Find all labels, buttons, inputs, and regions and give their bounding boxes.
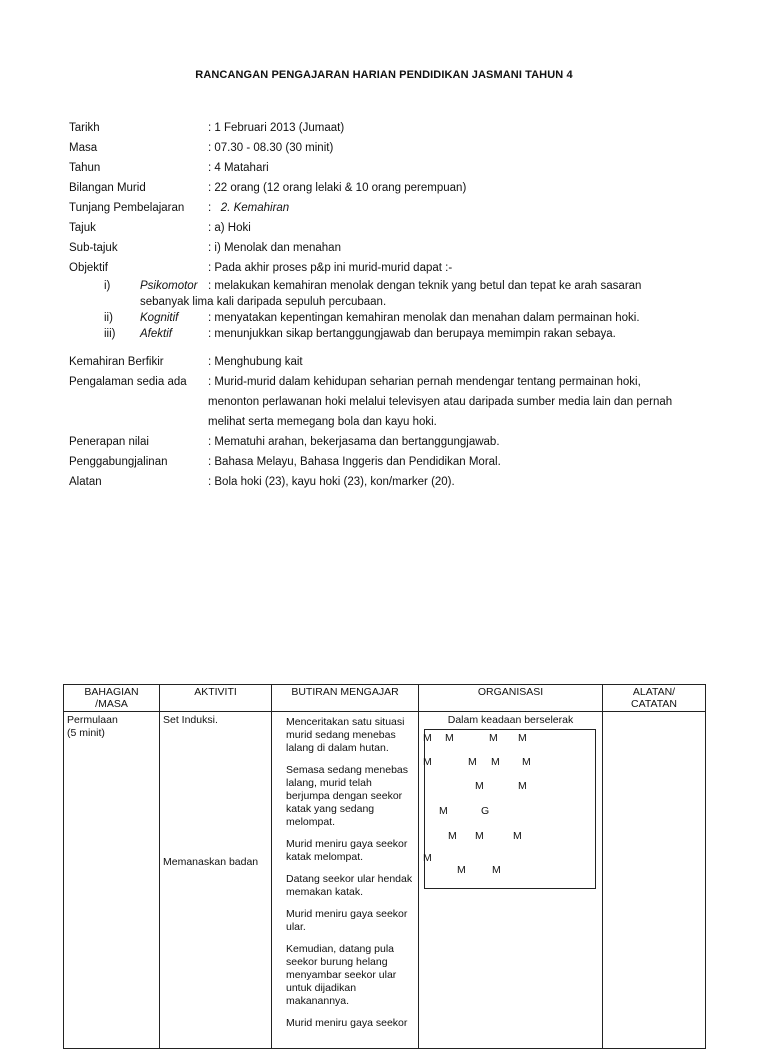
objective-number: iii) bbox=[104, 328, 116, 340]
pupil-marker: M bbox=[491, 756, 500, 768]
objective-item bbox=[69, 278, 709, 294]
cell-bahagian bbox=[64, 712, 160, 1049]
spacer bbox=[69, 342, 709, 352]
info-row-masa bbox=[69, 138, 709, 158]
cell-butiran bbox=[272, 712, 419, 1049]
header-aktiviti: AKTIVITI bbox=[160, 685, 272, 712]
pupil-marker: M bbox=[423, 732, 432, 744]
info-row-penggabungjalinan bbox=[69, 452, 709, 472]
header-bahagian bbox=[64, 685, 160, 712]
info-row-penerapan bbox=[69, 432, 709, 452]
pupil-marker: M bbox=[423, 852, 432, 864]
pupil-marker: M bbox=[448, 830, 457, 842]
info-label: Tarikh bbox=[69, 122, 100, 134]
info-row-objektif bbox=[69, 258, 709, 278]
pupil-marker: M bbox=[489, 732, 498, 744]
objective-domain: Psikomotor bbox=[140, 280, 198, 292]
info-row-subtajuk bbox=[69, 238, 709, 258]
info-value: : Bahasa Melayu, Bahasa Inggeris dan Pendidikan Moral. bbox=[208, 456, 501, 468]
info-label: Tajuk bbox=[69, 222, 96, 234]
info-label: Alatan bbox=[69, 476, 102, 488]
info-value-line: melihat serta memegang bola dan kayu hoki. bbox=[208, 416, 437, 428]
info-label: Kemahiran Berfikir bbox=[69, 356, 164, 368]
table-row bbox=[64, 712, 706, 1049]
objective-domain: Kognitif bbox=[140, 312, 179, 324]
header-text: BAHAGIAN bbox=[84, 686, 139, 698]
header-butiran: BUTIRAN MENGAJAR bbox=[272, 685, 419, 712]
aktiviti-item: Set Induksi. bbox=[163, 714, 218, 726]
bahagian-masa: (5 minit) bbox=[67, 727, 105, 739]
header-text: CATATAN bbox=[631, 698, 677, 710]
info-row-alatan bbox=[69, 472, 709, 492]
organisasi-caption: Dalam keadaan berselerak bbox=[447, 714, 574, 726]
pupil-marker: M bbox=[475, 830, 484, 842]
butiran-paragraph: Murid meniru gaya seekor katak melompat. bbox=[286, 838, 408, 863]
info-value: : Bola hoki (23), kayu hoki (23), kon/marker (20). bbox=[208, 476, 455, 488]
info-label: Penerapan nilai bbox=[69, 436, 149, 448]
pupil-marker: M bbox=[423, 756, 432, 768]
table-header-row bbox=[64, 685, 706, 712]
info-row-kemahiran bbox=[69, 352, 709, 372]
info-row-bilangan-murid bbox=[69, 178, 709, 198]
organisasi-diagram bbox=[424, 729, 596, 889]
objective-domain: Afektif bbox=[140, 328, 172, 340]
tunjang-value: 2. Kemahiran bbox=[220, 202, 290, 214]
objective-number: i) bbox=[104, 280, 111, 292]
cell-aktiviti bbox=[160, 712, 272, 1049]
info-value: : i) Menolak dan menahan bbox=[208, 242, 341, 254]
info-label: Objektif bbox=[69, 262, 108, 274]
butiran-paragraph: Kemudian, datang pula seekor burung helang menyambar seekor ular untuk dijadikan makanannya. bbox=[286, 943, 397, 1007]
info-value: : Pada akhir proses p&p ini murid-murid dapat :- bbox=[208, 262, 453, 274]
header-organisasi: ORGANISASI bbox=[419, 685, 603, 712]
pupil-marker: M bbox=[475, 780, 484, 792]
info-label: Pengalaman sedia ada bbox=[69, 376, 187, 388]
objective-number: ii) bbox=[104, 312, 113, 324]
info-value bbox=[208, 198, 289, 218]
objective-desc-continued: sebanyak lima kali daripada sepuluh percubaan. bbox=[140, 296, 387, 308]
info-label: Bilangan Murid bbox=[69, 182, 146, 194]
info-value: : 4 Matahari bbox=[208, 162, 269, 174]
info-label: Tahun bbox=[69, 162, 101, 174]
pupil-marker: M bbox=[492, 864, 501, 876]
objective-desc: : menyatakan kepentingan kemahiran menolak dan menahan dalam permainan hoki. bbox=[208, 312, 640, 324]
page-title: RANCANGAN PENGAJARAN HARIAN PENDIDIKAN JASMANI TAHUN 4 bbox=[195, 69, 573, 81]
info-row-tunjang bbox=[69, 198, 709, 218]
pupil-marker: M bbox=[518, 732, 527, 744]
info-row-tahun bbox=[69, 158, 709, 178]
info-value-lines bbox=[208, 372, 709, 432]
cell-organisasi bbox=[419, 712, 603, 1049]
info-value-line: menonton perlawanan hoki melalui televisyen atau daripada sumber media lain dan pernah bbox=[208, 396, 673, 408]
butiran-paragraph: Murid meniru gaya seekor ular. bbox=[286, 908, 408, 933]
pupil-marker: M bbox=[439, 805, 448, 817]
butiran-paragraph: Murid meniru gaya seekor bbox=[286, 1017, 408, 1029]
info-label: Masa bbox=[69, 142, 98, 154]
info-value: : 22 orang (12 orang lelaki & 10 orang perempuan) bbox=[208, 182, 467, 194]
pupil-marker: M bbox=[522, 756, 531, 768]
butiran-paragraph: Datang seekor ular hendak memakan katak. bbox=[286, 873, 413, 898]
pupil-marker: M bbox=[445, 732, 454, 744]
info-label: Tunjang Pembelajaran bbox=[69, 202, 185, 214]
pupil-marker: M bbox=[513, 830, 522, 842]
objective-item bbox=[69, 310, 709, 326]
butiran-paragraph: Menceritakan satu situasi murid sedang menebas lalang di dalam hutan. bbox=[286, 716, 405, 754]
info-value: : a) Hoki bbox=[208, 222, 251, 234]
pupil-marker: M bbox=[518, 780, 527, 792]
header-alatan bbox=[603, 685, 706, 712]
info-value: : Menghubung kait bbox=[208, 356, 303, 368]
value-prefix: : bbox=[208, 202, 212, 214]
butiran-paragraph: Semasa sedang menebas lalang, murid telah berjumpa dengan seekor katak yang sedang melompat. bbox=[286, 764, 408, 828]
info-label: Sub-tajuk bbox=[69, 242, 118, 254]
info-row-tajuk bbox=[69, 218, 709, 238]
bahagian-name: Permulaan bbox=[67, 714, 118, 726]
lesson-plan-table bbox=[63, 684, 706, 1049]
objective-item bbox=[69, 326, 709, 342]
info-value-line: : Murid-murid dalam kehidupan seharian pernah mendengar tentang permainan hoki, bbox=[208, 376, 641, 388]
objective-desc: : melakukan kemahiran menolak dengan teknik yang betul dan tepat ke arah sasaran bbox=[208, 280, 642, 292]
info-row-tarikh bbox=[69, 118, 709, 138]
pupil-marker: M bbox=[457, 864, 466, 876]
header-text: /MASA bbox=[95, 698, 128, 710]
info-value: : 07.30 - 08.30 (30 minit) bbox=[208, 142, 334, 154]
cell-alatan bbox=[603, 712, 706, 1049]
header-text: ALATAN/ bbox=[632, 686, 676, 698]
pupil-marker: M bbox=[468, 756, 477, 768]
info-label: Penggabungjalinan bbox=[69, 456, 168, 468]
objective-desc: : menunjukkan sikap bertanggungjawab dan berupaya memimpin rakan sebaya. bbox=[208, 328, 616, 340]
info-row-pengalaman bbox=[69, 372, 709, 432]
info-value: : Mematuhi arahan, bekerjasama dan bertanggungjawab. bbox=[208, 436, 500, 448]
aktiviti-item: Memanaskan badan bbox=[163, 856, 259, 868]
teacher-marker: G bbox=[481, 805, 490, 817]
lesson-info bbox=[69, 118, 709, 492]
info-value: : 1 Februari 2013 (Jumaat) bbox=[208, 122, 345, 134]
